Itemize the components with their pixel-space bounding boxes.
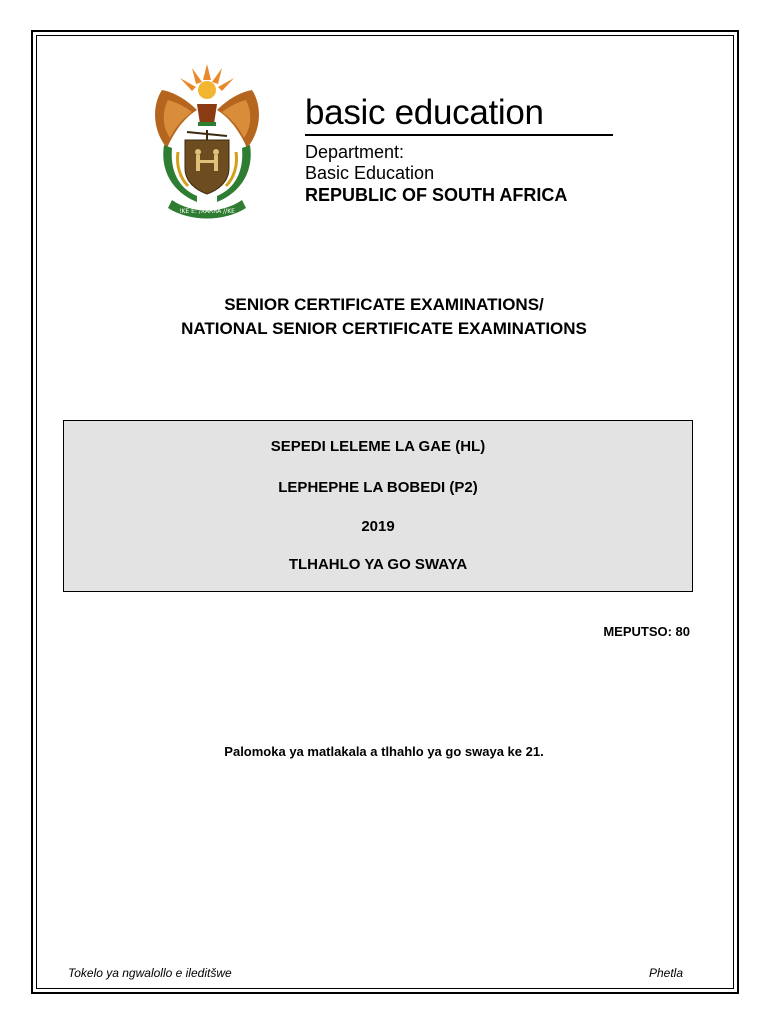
page-count-note: Palomoka ya matlakala a tlhahlo ya go swaya ke 21. xyxy=(224,744,544,759)
department-label: Department: xyxy=(305,142,405,162)
exam-heading-line-1: SENIOR CERTIFICATE EXAMINATIONS/ xyxy=(224,295,544,314)
coat-of-arms-icon xyxy=(142,60,272,220)
exam-heading-line-2: NATIONAL SENIOR CERTIFICATE EXAMINATIONS xyxy=(181,319,587,338)
brand-title: basic education xyxy=(305,93,544,132)
exam-heading xyxy=(60,293,708,341)
exam-year: 2019 xyxy=(361,518,395,535)
document-type: TLHAHLO YA GO SWAYA xyxy=(288,556,468,573)
subject-box xyxy=(63,420,693,592)
paper-number: LEPHEPHE LA BOBEDI (P2) xyxy=(278,479,478,496)
turn-over-footer: Phetla xyxy=(648,966,683,980)
country-name: REPUBLIC OF SOUTH AFRICA xyxy=(305,185,568,205)
svg-text:!KE E: /XARRA //KE: !KE E: /XARRA //KE xyxy=(179,208,235,215)
department-name: Basic Education xyxy=(305,163,435,183)
total-marks: MEPUTSO: 80 xyxy=(603,624,690,639)
department-brand xyxy=(305,92,615,206)
copyright-footer: Tokelo ya ngwalollo e ileditšwe xyxy=(68,966,232,980)
subject-name: SEPEDI LELEME LA GAE (HL) xyxy=(270,438,486,455)
brand-underline xyxy=(305,134,613,136)
